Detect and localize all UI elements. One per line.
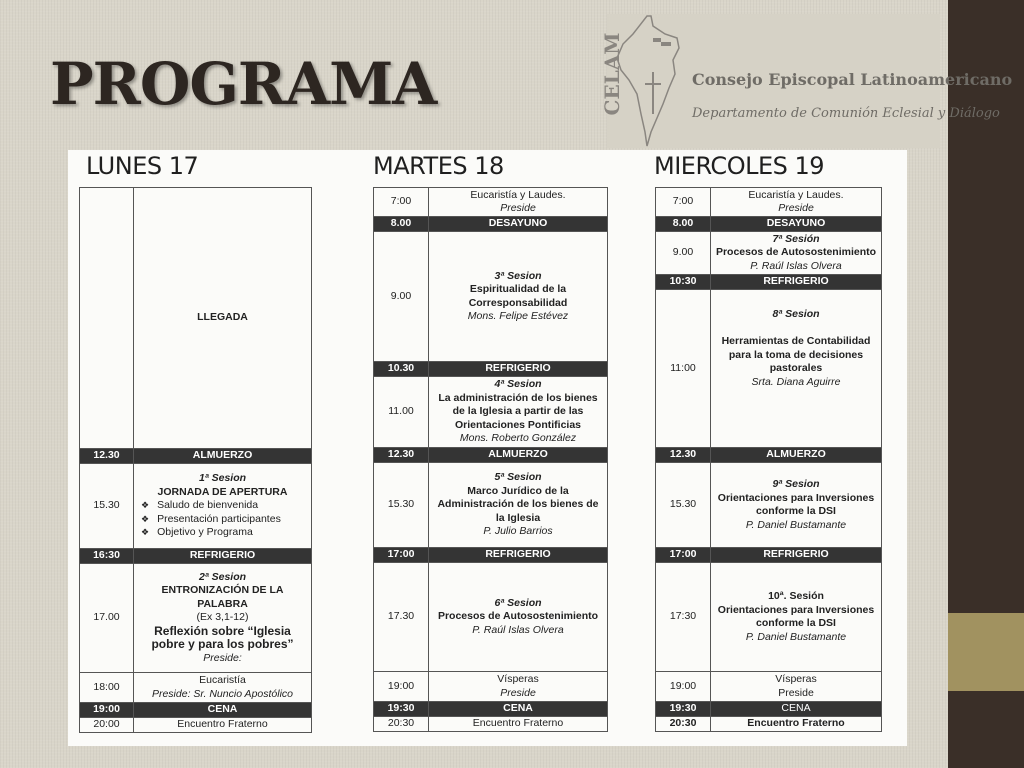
session-number: 9ª Sesion (772, 478, 820, 490)
session-speaker: P. Raúl Islas Olvera (472, 623, 564, 636)
time-cell: 8.00 (374, 217, 429, 232)
event-label: Eucaristía y Laudes. (470, 188, 566, 201)
table-row (374, 448, 608, 463)
table-row (656, 217, 882, 232)
meal-label: CENA (711, 702, 882, 717)
schedule-table-martes (373, 187, 608, 732)
time-cell: 19:00 (656, 672, 711, 702)
meal-label: CENA (429, 702, 608, 717)
time-cell: 19:00 (374, 672, 429, 702)
session-cell (711, 463, 882, 548)
table-row (374, 548, 608, 563)
table-row (656, 702, 882, 717)
session-name: La administración de los bienes de la Iglesia a partir de las Orientaciones Pontificias (438, 391, 598, 431)
session-speaker: P. Daniel Bustamante (745, 630, 847, 643)
session-cell (711, 290, 882, 448)
event-preside: Preside (778, 686, 814, 699)
table-row (656, 563, 882, 672)
meal-label: CENA (134, 703, 312, 718)
event-label: Encuentro Fraterno (134, 718, 312, 733)
meal-label: REFRIGERIO (711, 548, 882, 563)
session-speaker: Mons. Roberto González (459, 432, 577, 445)
celam-logo (600, 14, 1013, 148)
session-cell (134, 464, 312, 549)
session-number: 1ª Sesion (198, 472, 247, 485)
table-row (374, 362, 608, 377)
meal-label: ALMUERZO (711, 448, 882, 463)
event-label: Eucaristía y Laudes. (748, 188, 844, 201)
list-item: ❖ Saludo de bienvenida (141, 499, 308, 513)
event-label: Vísperas (775, 673, 817, 685)
table-row (374, 702, 608, 717)
meal-label: ALMUERZO (429, 448, 608, 463)
time-cell: 15.30 (80, 464, 134, 549)
celam-emblem-icon (600, 14, 687, 148)
table-row (80, 188, 312, 449)
session-preside: Preside: (203, 651, 242, 664)
list-item: ❖ Presentación participantes (141, 513, 308, 527)
event-preside: Preside (500, 202, 536, 214)
session-name: Orientaciones para Inversiones conforme la DSI (717, 491, 875, 517)
logo-dept-name: Departamento de Comunión Eclesial y Diálogo (692, 106, 1000, 121)
session-reflection: Reflexión sobre “Iglesia pobre y para los pobres” (151, 623, 294, 652)
table-row (374, 563, 608, 672)
time-cell: 15.30 (374, 463, 429, 548)
meal-label: REFRIGERIO (429, 548, 608, 563)
time-cell: 7:00 (656, 188, 711, 217)
meal-label: REFRIGERIO (429, 362, 608, 377)
time-cell: 20:00 (80, 718, 134, 733)
table-row (656, 463, 882, 548)
time-cell: 20:30 (656, 717, 711, 732)
meal-label: DESAYUNO (429, 217, 608, 232)
table-row (656, 717, 882, 732)
session-name: Herramientas de Contabilidad para la toma de decisiones pastorales (721, 335, 871, 375)
table-row (374, 463, 608, 548)
session-number: 8ª Sesion (772, 307, 820, 320)
time-cell (80, 188, 134, 449)
time-cell: 19:30 (656, 702, 711, 717)
table-row (656, 290, 882, 448)
schedule-sheet (68, 150, 907, 746)
session-cell (711, 563, 882, 672)
session-number: 7ª Sesión (772, 232, 820, 245)
time-cell: 10:30 (656, 275, 711, 290)
time-cell: 11.00 (374, 377, 429, 448)
session-name: Marco Jurídico de la Administración de los bienes de la Iglesia (437, 484, 599, 524)
session-name: Procesos de Autosostenimiento (715, 246, 877, 259)
page-title: PROGRAMA (50, 50, 437, 118)
session-name: Orientaciones para Inversiones conforme la DSI (717, 603, 875, 629)
table-row (80, 549, 312, 564)
event-cell (711, 672, 882, 702)
event-label: Eucaristía (199, 674, 246, 686)
session-item-list (141, 499, 308, 540)
time-cell: 9.00 (374, 232, 429, 362)
schedule-table-miercoles (655, 187, 882, 732)
session-cell (429, 232, 608, 362)
event-preside: Preside (778, 202, 814, 214)
time-cell: 18:00 (80, 673, 134, 703)
event-label: Encuentro Fraterno (711, 717, 882, 732)
time-cell: 17.00 (80, 564, 134, 673)
event-label: Encuentro Fraterno (429, 717, 608, 732)
meal-label: ALMUERZO (134, 449, 312, 464)
time-cell: 19:00 (80, 703, 134, 718)
time-cell: 17:00 (374, 548, 429, 563)
session-number: 6ª Sesion (494, 596, 542, 609)
event-cell (711, 188, 882, 217)
event-cell (134, 673, 312, 703)
session-number: 2ª Sesion (198, 570, 247, 583)
session-speaker: P. Raúl Islas Olvera (750, 259, 842, 272)
table-row (374, 188, 608, 217)
table-row (374, 377, 608, 448)
table-row (656, 188, 882, 217)
session-number: 5ª Sesion (494, 471, 542, 484)
bible-reference: (Ex 3,1-12) (196, 611, 249, 624)
time-cell: 12.30 (80, 449, 134, 464)
table-row (656, 275, 882, 290)
list-item: ❖ Objetivo y Programa (141, 526, 308, 540)
time-cell: 16:30 (80, 549, 134, 564)
table-row (656, 548, 882, 563)
time-cell: 7:00 (374, 188, 429, 217)
time-cell: 12.30 (374, 448, 429, 463)
event-cell (429, 188, 608, 217)
table-row (80, 449, 312, 464)
session-cell (429, 377, 608, 448)
session-cell (134, 564, 312, 673)
session-cell (429, 463, 608, 548)
meal-label: REFRIGERIO (134, 549, 312, 564)
table-row (374, 217, 608, 232)
event-preside: Preside: Sr. Nuncio Apostólico (151, 687, 294, 700)
llegada-cell: LLEGADA (134, 188, 312, 449)
time-cell: 8.00 (656, 217, 711, 232)
table-row (80, 703, 312, 718)
celam-mark: CELAM (600, 32, 624, 116)
session-speaker: P. Julio Barrios (483, 525, 553, 538)
right-accent-block (948, 613, 1024, 691)
day-title-miercoles: MIERCOLES 19 (654, 152, 825, 180)
session-number: 10ª. Sesión (768, 590, 824, 602)
meal-label: REFRIGERIO (711, 275, 882, 290)
event-preside: Preside (500, 686, 536, 699)
time-cell: 11:00 (656, 290, 711, 448)
logo-org-name: Consejo Episcopal Latinoamericano (692, 70, 1013, 89)
time-cell: 17:00 (656, 548, 711, 563)
session-number: 4ª Sesion (494, 378, 542, 391)
table-row (80, 673, 312, 703)
time-cell: 17:30 (656, 563, 711, 672)
time-cell: 17.30 (374, 563, 429, 672)
session-cell (711, 232, 882, 275)
time-cell: 10.30 (374, 362, 429, 377)
table-row (374, 717, 608, 732)
session-speaker: P. Daniel Bustamante (745, 518, 847, 531)
table-row (656, 448, 882, 463)
session-name: ENTRONIZACIÓN DE LA PALABRA (161, 584, 284, 610)
table-row (656, 672, 882, 702)
day-title-martes: MARTES 18 (373, 152, 504, 180)
session-name: Espiritualidad de la Corresponsabilidad (468, 283, 568, 309)
table-row (374, 672, 608, 702)
table-row (80, 464, 312, 549)
day-title-lunes: LUNES 17 (86, 152, 199, 180)
session-name: Procesos de Autosostenimiento (437, 610, 599, 623)
session-speaker: Mons. Felipe Estévez (467, 310, 569, 322)
table-row (80, 718, 312, 733)
event-label: Vísperas (497, 673, 539, 685)
time-cell: 19:30 (374, 702, 429, 717)
event-cell (429, 672, 608, 702)
time-cell: 9.00 (656, 232, 711, 275)
session-number: 3ª Sesion (494, 269, 542, 282)
meal-label: DESAYUNO (711, 217, 882, 232)
time-cell: 12.30 (656, 448, 711, 463)
time-cell: 15.30 (656, 463, 711, 548)
session-cell (429, 563, 608, 672)
session-speaker: Srta. Diana Aguirre (751, 375, 841, 388)
table-row (80, 564, 312, 673)
table-row (374, 232, 608, 362)
time-cell: 20:30 (374, 717, 429, 732)
session-name: JORNADA DE APERTURA (157, 485, 288, 498)
schedule-table-lunes (79, 187, 312, 733)
table-row (656, 232, 882, 275)
